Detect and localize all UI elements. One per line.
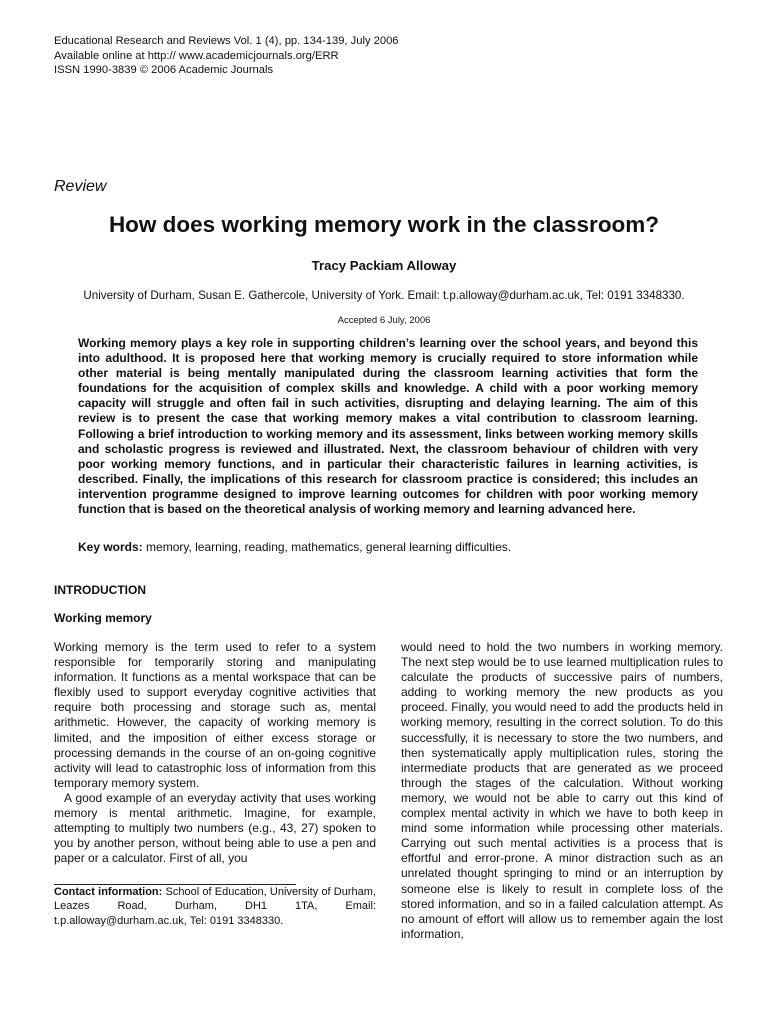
keywords-text: memory, learning, reading, mathematics, general learning difficulties. <box>146 540 512 554</box>
abstract: Working memory plays a key role in supporting children’s learning over the school years, and beyond this into adulthood. It is proposed here that working memory is crucially required to store information while other material is being mentally manipulated during the classroom learning activities that form the foundations for the acquisition of complex skills and knowledge. A child with a poor working memory capacity will struggle and often fail in such activities, disrupting and delaying learning. The aim of this review is to present the case that working memory makes a vital contribution to classroom learning. Following a brief introduction to working memory and its assessment, links between working memory skills and scholastic progress is reviewed and illustrated. Next, the classroom behaviour of children with very poor working memory functions, and in particular their characteristic failures in learning activities, is described. Finally, the implications of this research for classroom practice is considered; this includes an intervention programme designed to improve learning outcomes for children with poor working memory function that is based on the theoretical analysis of working memory and learning advanced here. <box>78 336 698 517</box>
body-paragraph: A good example of an everyday activity that uses working memory is mental arithmetic. Imagine, for example, attempting to multiply two numbers (e.g., 43, 27) spoken to you by another person, without being able to use a pen and paper or a calculator. First of all, you <box>54 790 376 866</box>
body-column-right <box>401 640 723 942</box>
contact-footnote <box>54 885 376 928</box>
body-paragraph: Working memory is the term used to refer to a system responsible for temporarily storing and manipulating information. It functions as a mental workspace that can be flexibly used to support everyday cognitive activities that require both processing and storage such as, mental arithmetic. However, the capacity of working memory is limited, and the imposition of either excess storage or processing demands in the course of an on-going cognitive activity will lead to catastrophic loss of information from this temporary memory system. <box>54 640 376 790</box>
journal-citation: Educational Research and Reviews Vol. 1 (4), pp. 134-139, July 2006 <box>54 35 399 47</box>
article-author: Tracy Packiam Alloway <box>311 258 457 273</box>
journal-availability: Available online at http:// www.academicjournals.org/ERR <box>54 49 339 62</box>
article-type: Review <box>54 178 107 195</box>
keywords-label: Key words: <box>78 540 143 554</box>
accepted-date: Accepted 6 July, 2006 <box>337 315 431 326</box>
keywords <box>78 540 698 554</box>
subsection-heading-working-memory: Working memory <box>54 611 152 625</box>
journal-issn: ISSN 1990-3839 © 2006 Academic Journals <box>54 64 274 76</box>
author-affiliation: University of Durham, Susan E. Gathercole, University of York. Email: t.p.alloway@durham.ac.uk, Tel: 0191 3348330. <box>83 289 685 302</box>
section-heading-introduction: INTRODUCTION <box>54 583 146 597</box>
footnote-label: Contact information: <box>54 886 163 898</box>
footnote-text: School of Education, University of Durham, Leazes Road, Durham, DH1 1TA, Email: t.p.alloway@durham.ac.uk, Tel: 0191 3348330. <box>54 886 376 927</box>
body-paragraph: would need to hold the two numbers in working memory. The next step would be to use learned multiplication rules to calculate the products of successive pairs of numbers, adding to working memory the new products as you proceed. Finally, you would need to add the products held in working memory, resulting in the correct solution. To do this successfully, it is necessary to store the two numbers, and then systematically apply multiplication rules, storing the intermediate products that are generated as we proceed through the stages of the calculation. Without working memory, we would not be able to carry out this kind of complex mental activity in which we have to both keep in mind some information while processing other materials. Carrying out such mental activities is a process that is effortful and error-prone. A minor distraction such as an unrelated thought springing to mind or an interruption by someone else is likely to result in complete loss of the stored information, and so in a failed calculation attempt. As no amount of effort will allow us to remember again the lost information, <box>401 640 723 941</box>
article-title: How does working memory work in the classroom? <box>108 212 660 237</box>
journal-header <box>54 34 399 78</box>
body-column-left <box>54 640 376 866</box>
